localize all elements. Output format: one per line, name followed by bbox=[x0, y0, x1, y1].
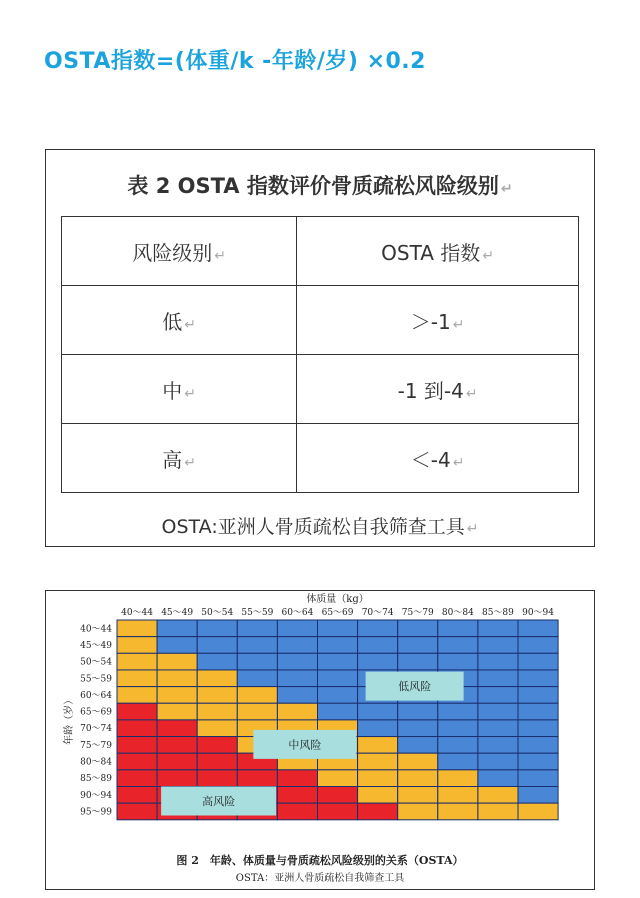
heatmap-cell bbox=[197, 670, 237, 687]
heatmap-cell bbox=[358, 770, 398, 787]
heatmap-cell bbox=[478, 803, 518, 820]
x-tick-label: 55～59 bbox=[241, 608, 274, 618]
heatmap-cell bbox=[398, 803, 438, 820]
heatmap-cell bbox=[318, 637, 358, 654]
heatmap-cell bbox=[197, 687, 237, 704]
heatmap-cell bbox=[438, 703, 478, 720]
table-cell: -1 到-4 ↵ bbox=[297, 355, 579, 424]
heatmap-cell bbox=[518, 753, 558, 770]
osta-formula: OSTA指数=(体重/k -年龄/岁) ×0.2 bbox=[44, 49, 426, 74]
heatmap-cell bbox=[237, 637, 277, 654]
figure-caption-note: OSTA：亚洲人骨质疏松自我筛查工具 bbox=[235, 873, 405, 884]
heatmap-cell bbox=[478, 720, 518, 737]
table-cell: 低 ↵ bbox=[62, 286, 297, 355]
heatmap-cell bbox=[358, 787, 398, 804]
heatmap-cell bbox=[518, 803, 558, 820]
heatmap-cell bbox=[117, 703, 157, 720]
heatmap-cell bbox=[117, 653, 157, 670]
heatmap-cell bbox=[197, 620, 237, 637]
heatmap-cell bbox=[117, 620, 157, 637]
table-cell: 高 ↵ bbox=[62, 424, 297, 493]
y-tick-label: 65～69 bbox=[80, 707, 112, 718]
x-tick-label: 40～44 bbox=[121, 608, 154, 618]
heatmap-cell bbox=[277, 770, 317, 787]
heatmap-cell bbox=[478, 787, 518, 804]
figure-caption: 图 2 年龄、体质量与骨质疏松风险级别的关系（OSTA） bbox=[176, 854, 464, 867]
heatmap-cell bbox=[478, 670, 518, 687]
table-cell: ＞-1 ↵ bbox=[297, 286, 579, 355]
heatmap-cell bbox=[318, 670, 358, 687]
heatmap-cell bbox=[358, 803, 398, 820]
heatmap-cell bbox=[117, 637, 157, 654]
heatmap-cell bbox=[438, 653, 478, 670]
heatmap-cell bbox=[197, 720, 237, 737]
heatmap-cell bbox=[478, 637, 518, 654]
heatmap-cell bbox=[318, 787, 358, 804]
table-title: 表 2 OSTA 指数评价骨质疏松风险级别 ↵ bbox=[127, 174, 513, 198]
osta-table-card bbox=[45, 149, 595, 547]
heatmap-cell bbox=[277, 620, 317, 637]
heatmap-cell bbox=[318, 653, 358, 670]
y-tick-label: 55～59 bbox=[80, 674, 112, 685]
heatmap-cell bbox=[398, 753, 438, 770]
heatmap-cell bbox=[117, 670, 157, 687]
heatmap-cell bbox=[518, 687, 558, 704]
table-row bbox=[62, 424, 579, 493]
heatmap-cell bbox=[478, 687, 518, 704]
heatmap-cell bbox=[358, 720, 398, 737]
heatmap-cell bbox=[117, 770, 157, 787]
heatmap-cell bbox=[157, 737, 197, 754]
heatmap-cell bbox=[398, 770, 438, 787]
heatmap-cell bbox=[197, 703, 237, 720]
heatmap-cell bbox=[438, 720, 478, 737]
heatmap-cell bbox=[358, 653, 398, 670]
table-footnote: OSTA:亚洲人骨质疏松自我筛查工具 ↵ bbox=[161, 516, 479, 538]
x-tick-label: 90～94 bbox=[522, 608, 555, 618]
y-tick-label: 85～89 bbox=[80, 774, 112, 785]
heatmap-cell bbox=[197, 753, 237, 770]
x-tick-label: 85～89 bbox=[481, 608, 514, 618]
x-tick-label: 80～84 bbox=[441, 608, 474, 618]
heatmap-cell bbox=[237, 653, 277, 670]
heatmap-cell bbox=[358, 703, 398, 720]
heatmap-cell bbox=[518, 787, 558, 804]
heatmap-cell bbox=[438, 637, 478, 654]
table-row bbox=[62, 286, 579, 355]
heatmap-cell bbox=[478, 620, 518, 637]
heatmap-cell bbox=[277, 687, 317, 704]
heatmap-cell bbox=[318, 803, 358, 820]
table-cell: 中 ↵ bbox=[62, 355, 297, 424]
heatmap-cell bbox=[237, 770, 277, 787]
y-tick-label: 50～54 bbox=[80, 657, 112, 668]
heatmap-cell bbox=[277, 637, 317, 654]
heatmap-cell bbox=[518, 703, 558, 720]
heatmap-cell bbox=[518, 720, 558, 737]
heatmap-cell bbox=[117, 720, 157, 737]
heatmap-cell bbox=[478, 753, 518, 770]
y-tick-label: 60～64 bbox=[80, 690, 112, 701]
heatmap-cell bbox=[318, 770, 358, 787]
heatmap-cell bbox=[438, 787, 478, 804]
y-tick-label: 75～79 bbox=[80, 740, 112, 751]
x-tick-label: 45～49 bbox=[161, 608, 194, 618]
table-row bbox=[62, 355, 579, 424]
heatmap-cell bbox=[398, 620, 438, 637]
x-axis-title: 体质量（kg） bbox=[306, 594, 369, 605]
heatmap-cell bbox=[478, 770, 518, 787]
heatmap-cell bbox=[478, 653, 518, 670]
heatmap-cell bbox=[277, 787, 317, 804]
risk-label: 中风险 bbox=[288, 738, 322, 752]
risk-label: 高风险 bbox=[202, 795, 236, 808]
y-tick-label: 90～94 bbox=[80, 790, 112, 801]
heatmap-cell bbox=[197, 637, 237, 654]
heatmap-cell bbox=[157, 720, 197, 737]
y-tick-label: 95～99 bbox=[80, 807, 112, 818]
heatmap-cell bbox=[277, 703, 317, 720]
heatmap-cell bbox=[157, 620, 197, 637]
x-tick-label: 60～64 bbox=[281, 608, 314, 618]
heatmap-cell bbox=[277, 803, 317, 820]
heatmap-cell bbox=[117, 803, 157, 820]
heatmap-cell bbox=[518, 637, 558, 654]
heatmap-cell bbox=[237, 670, 277, 687]
heatmap-cell bbox=[197, 737, 237, 754]
heatmap-cell bbox=[117, 737, 157, 754]
heatmap-cell bbox=[157, 687, 197, 704]
heatmap-cell bbox=[438, 737, 478, 754]
heatmap-cell bbox=[398, 637, 438, 654]
header-cell: OSTA 指数 ↵ bbox=[297, 217, 579, 286]
heatmap-cell bbox=[157, 670, 197, 687]
y-tick-label: 45～49 bbox=[80, 640, 112, 651]
heatmap-cell bbox=[197, 653, 237, 670]
heatmap-cell bbox=[157, 637, 197, 654]
heatmap-cell bbox=[438, 770, 478, 787]
x-tick-label: 75～79 bbox=[401, 608, 434, 618]
heatmap-cell bbox=[398, 737, 438, 754]
heatmap-cell bbox=[277, 653, 317, 670]
heatmap-cell bbox=[197, 770, 237, 787]
heatmap-cell bbox=[237, 687, 277, 704]
x-tick-label: 70～74 bbox=[361, 608, 394, 618]
heatmap-cell bbox=[117, 787, 157, 804]
y-axis-title: 年龄（岁） bbox=[64, 694, 75, 745]
heatmap-cell bbox=[277, 670, 317, 687]
heatmap-cell bbox=[398, 720, 438, 737]
risk-label: 低风险 bbox=[398, 680, 432, 694]
heatmap-cell bbox=[358, 620, 398, 637]
heatmap-cell bbox=[518, 737, 558, 754]
heatmap-cell bbox=[438, 753, 478, 770]
table-cell: ＜-4 ↵ bbox=[297, 424, 579, 493]
heatmap-cell bbox=[237, 620, 277, 637]
y-tick-label: 40～44 bbox=[80, 624, 112, 635]
heatmap-cell bbox=[398, 653, 438, 670]
heatmap-cell bbox=[157, 753, 197, 770]
risk-table bbox=[61, 216, 579, 493]
heatmap-cell bbox=[358, 737, 398, 754]
x-tick-label: 50～54 bbox=[201, 608, 234, 618]
heatmap-cell bbox=[438, 803, 478, 820]
x-tick-label: 65～69 bbox=[321, 608, 354, 618]
heatmap-cell bbox=[438, 620, 478, 637]
heatmap-cell bbox=[358, 753, 398, 770]
heatmap-cell bbox=[518, 620, 558, 637]
heatmap-cell bbox=[117, 753, 157, 770]
heatmap-cell bbox=[318, 703, 358, 720]
heatmap-cell bbox=[117, 687, 157, 704]
heatmap-cell bbox=[318, 620, 358, 637]
heatmap-cell bbox=[398, 787, 438, 804]
heatmap-cell bbox=[478, 737, 518, 754]
heatmap-cell bbox=[157, 653, 197, 670]
heatmap-cell bbox=[518, 670, 558, 687]
heatmap-cell bbox=[157, 703, 197, 720]
heatmap-cell bbox=[398, 703, 438, 720]
risk-heatmap-card bbox=[45, 590, 595, 890]
heatmap-cell bbox=[157, 770, 197, 787]
heatmap-cell bbox=[358, 637, 398, 654]
heatmap-cell bbox=[518, 653, 558, 670]
heatmap-cell bbox=[237, 703, 277, 720]
y-tick-label: 70～74 bbox=[80, 724, 112, 735]
table-header-row bbox=[62, 217, 579, 286]
header-cell: 风险级别 ↵ bbox=[62, 217, 297, 286]
y-tick-label: 80～84 bbox=[80, 757, 112, 768]
risk-heatmap bbox=[46, 591, 594, 889]
heatmap-cell bbox=[518, 770, 558, 787]
heatmap-cell bbox=[318, 687, 358, 704]
heatmap-cell bbox=[478, 703, 518, 720]
